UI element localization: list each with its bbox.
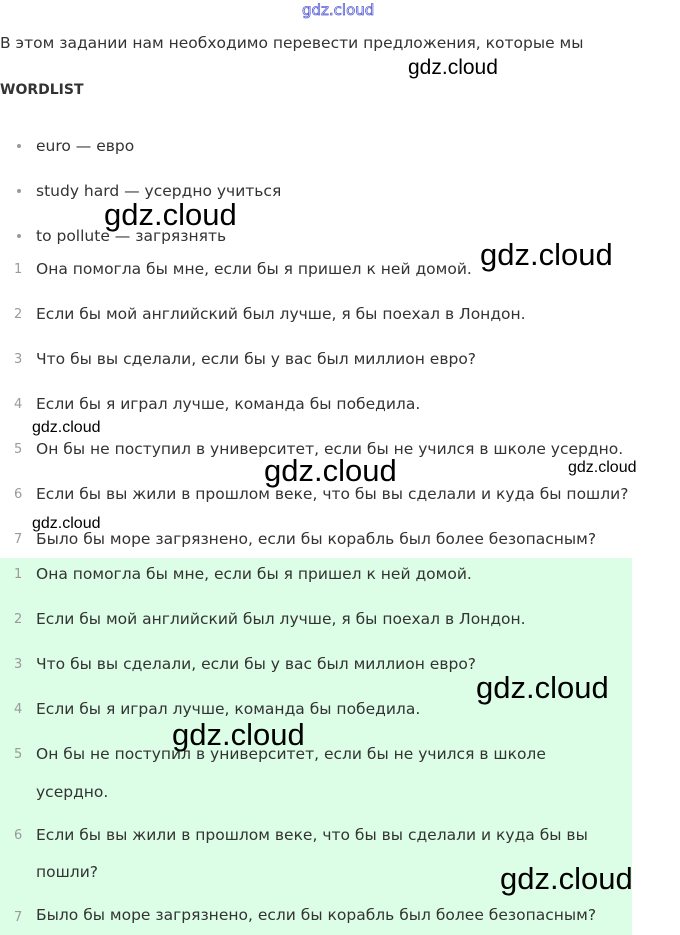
answer-line: Если бы мой английский был лучше, я бы поехал в Лондон. — [36, 610, 526, 628]
translation-line: Он бы не поступил в университет, если бы не учился в школе усердно. — [36, 440, 624, 458]
line-number: 7 — [14, 532, 23, 547]
line-number: 2 — [14, 612, 23, 627]
watermark: gdz.cloud — [500, 861, 633, 896]
bullet-icon — [17, 189, 21, 193]
answer-line-continued: пошли? — [36, 863, 99, 881]
watermark: gdz.cloud — [104, 197, 237, 232]
watermark: gdz.cloud — [264, 453, 397, 488]
wordlist-item-text: study hard — усердно учиться — [36, 182, 282, 200]
top-watermark: gdz.cloud — [302, 1, 375, 19]
line-number: 2 — [14, 307, 23, 322]
answer-line: Он бы не поступил в университет, если бы не учился в школе — [36, 745, 546, 763]
answer-line: Она помогла бы мне, если бы я пришел к ней домой. — [36, 565, 472, 583]
line-number: 1 — [14, 262, 23, 277]
bullet-icon — [17, 144, 21, 148]
line-number: 4 — [14, 702, 23, 717]
answer-line-continued: усердно. — [36, 783, 109, 801]
line-number: 6 — [14, 828, 23, 843]
watermark: gdz.cloud — [32, 515, 101, 532]
translation-line: Что бы вы сделали, если бы у вас был миллион евро? — [36, 350, 477, 368]
line-number: 5 — [14, 442, 23, 457]
translation-line: Она помогла бы мне, если бы я пришел к ней домой. — [36, 260, 472, 278]
line-number: 4 — [14, 397, 23, 412]
line-number: 3 — [14, 352, 23, 367]
watermark: gdz.cloud — [172, 717, 305, 752]
translation-line: Если бы мой английский был лучше, я бы поехал в Лондон. — [36, 305, 526, 323]
translation-line: Если бы я играл лучше, команда бы победила. — [36, 395, 421, 413]
answer-line: Если бы вы жили в прошлом веке, что бы вы сделали и куда бы вы — [36, 826, 588, 844]
answer-line: Если бы я играл лучше, команда бы победила. — [36, 700, 421, 718]
line-number: 6 — [14, 487, 23, 502]
watermark: gdz.cloud — [568, 459, 637, 476]
intro-text: В этом задании нам необходимо перевести предложения, которые мы — [0, 34, 584, 52]
line-number: 5 — [14, 747, 23, 762]
answer-line: Что бы вы сделали, если бы у вас был миллион евро? — [36, 655, 477, 673]
watermark: gdz.cloud — [32, 419, 101, 436]
wordlist-item-text: euro — евро — [36, 137, 135, 155]
line-number: 1 — [14, 567, 23, 582]
watermark: gdz.cloud — [476, 670, 609, 705]
wordlist-title: WORDLIST — [0, 82, 84, 98]
watermark: gdz.cloud — [408, 56, 498, 79]
bullet-icon — [17, 234, 21, 238]
line-number: 3 — [14, 657, 23, 672]
wordlist-item-text: to pollute — загрязнять — [36, 227, 227, 245]
answer-line: Было бы море загрязнено, если бы корабль был более безопасным? — [36, 906, 597, 924]
watermark: gdz.cloud — [480, 237, 613, 272]
line-number: 7 — [14, 910, 23, 925]
translation-line: Если бы вы жили в прошлом веке, что бы вы сделали и куда бы пошли? — [36, 485, 629, 503]
translation-line: Было бы море загрязнено, если бы корабль был более безопасным? — [36, 530, 597, 548]
